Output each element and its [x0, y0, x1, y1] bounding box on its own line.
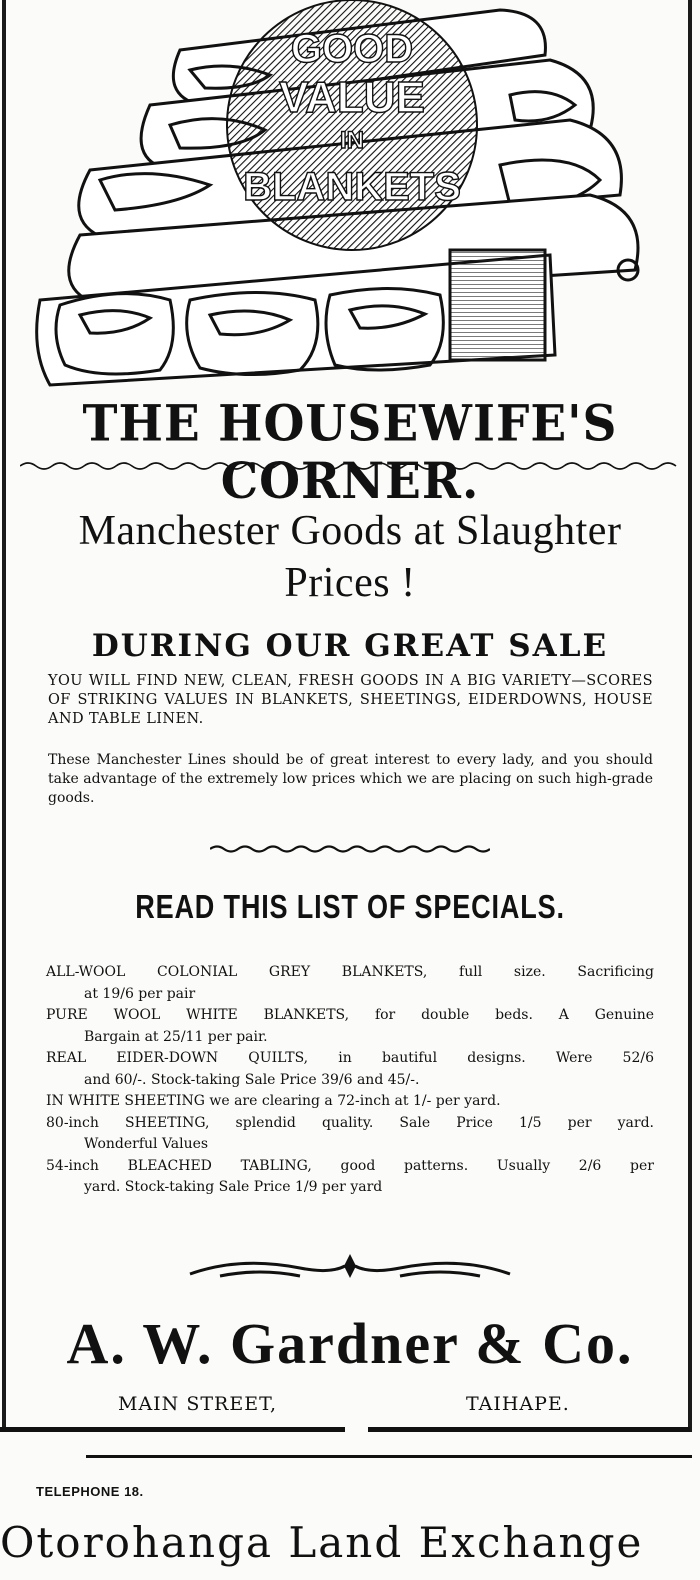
emblem-word-in: IN — [340, 127, 364, 154]
specials-heading: READ THIS LIST OF SPECIALS. — [135, 888, 565, 925]
bottom-rule-right — [368, 1427, 690, 1432]
blanket-stack-illustration — [30, 0, 670, 395]
special-item — [46, 1156, 654, 1199]
small-wavy-divider — [210, 842, 490, 856]
firm-town: TAIHAPE. — [466, 1393, 570, 1415]
emblem-word-good: GOOD — [290, 27, 414, 71]
special-item — [46, 1048, 654, 1091]
specials-list — [46, 962, 654, 1199]
special-item-line-1: ALL-WOOL COLONIAL GREY BLANKETS, full size. Sacrificing — [46, 964, 654, 980]
special-item — [46, 1091, 654, 1113]
special-item-line-1: 80-inch SHEETING, splendid quality. Sale Price 1/5 per yard. — [46, 1114, 654, 1131]
blanket-stack-drawing — [30, 0, 670, 395]
sale-heading: DURING OUR GREAT SALE — [91, 628, 609, 664]
ornamental-flourish — [180, 1246, 520, 1286]
emblem-word-value: VALUE — [279, 73, 425, 122]
bottom-rule-left — [0, 1427, 345, 1432]
headline-line-1: Manchester Goods at Slaughter — [78, 508, 622, 554]
wavy-divider — [20, 458, 680, 474]
left-border-rule — [2, 0, 6, 1432]
firm-name: A. W. Gardner & Co. — [66, 1311, 634, 1376]
special-item — [46, 1005, 654, 1048]
special-item-line-1: REAL EIDER-DOWN QUILTS, in bautiful designs. Were 52/6 — [46, 1050, 654, 1066]
column-rule — [86, 1455, 692, 1458]
telephone-number: TELEPHONE 18. — [36, 1484, 144, 1499]
special-item-line-2: Wonderful Values — [84, 1136, 209, 1152]
special-item — [46, 1113, 654, 1156]
special-item-line-2: yard. Stock-taking Sale Price 1/9 per yard — [84, 1179, 383, 1195]
masthead-title: THE HOUSEWIFE'S CORNER. — [82, 395, 618, 511]
intro-paragraph: These Manchester Lines should be of great interest to every lady, and you should take advantage of the extremely low prices which we are placing on such high-grade goods. — [48, 752, 653, 806]
right-border-rule — [688, 0, 692, 1432]
firm-street: MAIN STREET, — [118, 1393, 277, 1415]
headline-line-2: Prices ! — [284, 560, 416, 606]
next-advert-title: Otorohanga Land Exchange — [0, 1518, 644, 1567]
special-item — [46, 962, 654, 1005]
headline — [20, 505, 680, 609]
intro-caps-text: YOU WILL FIND NEW, CLEAN, FRESH GOODS IN A BIG VARIETY—SCORES OF STRIKING VALUES IN BLANKETS, SHEETINGS, EIDERDOWNS, HOUSE AND TABLE LINEN. — [48, 673, 653, 727]
special-item-line-2: Bargain at 25/11 per pair. — [84, 1028, 268, 1045]
special-item-line-2: at 19/6 per pair — [84, 985, 196, 1002]
emblem-word-blankets: BLANKETS — [243, 165, 461, 209]
special-item-line-1: PURE WOOL WHITE BLANKETS, for double beds. A Genuine — [46, 1007, 654, 1023]
special-item-line-1: 54-inch BLEACHED TABLING, good patterns. Usually 2/6 per — [46, 1157, 654, 1174]
special-item-line-1: IN WHITE SHEETING we are clearing a 72-inch at 1/- per yard. — [46, 1093, 501, 1109]
special-item-line-2: and 60/-. Stock-taking Sale Price 39/6 and 45/-. — [84, 1071, 420, 1088]
